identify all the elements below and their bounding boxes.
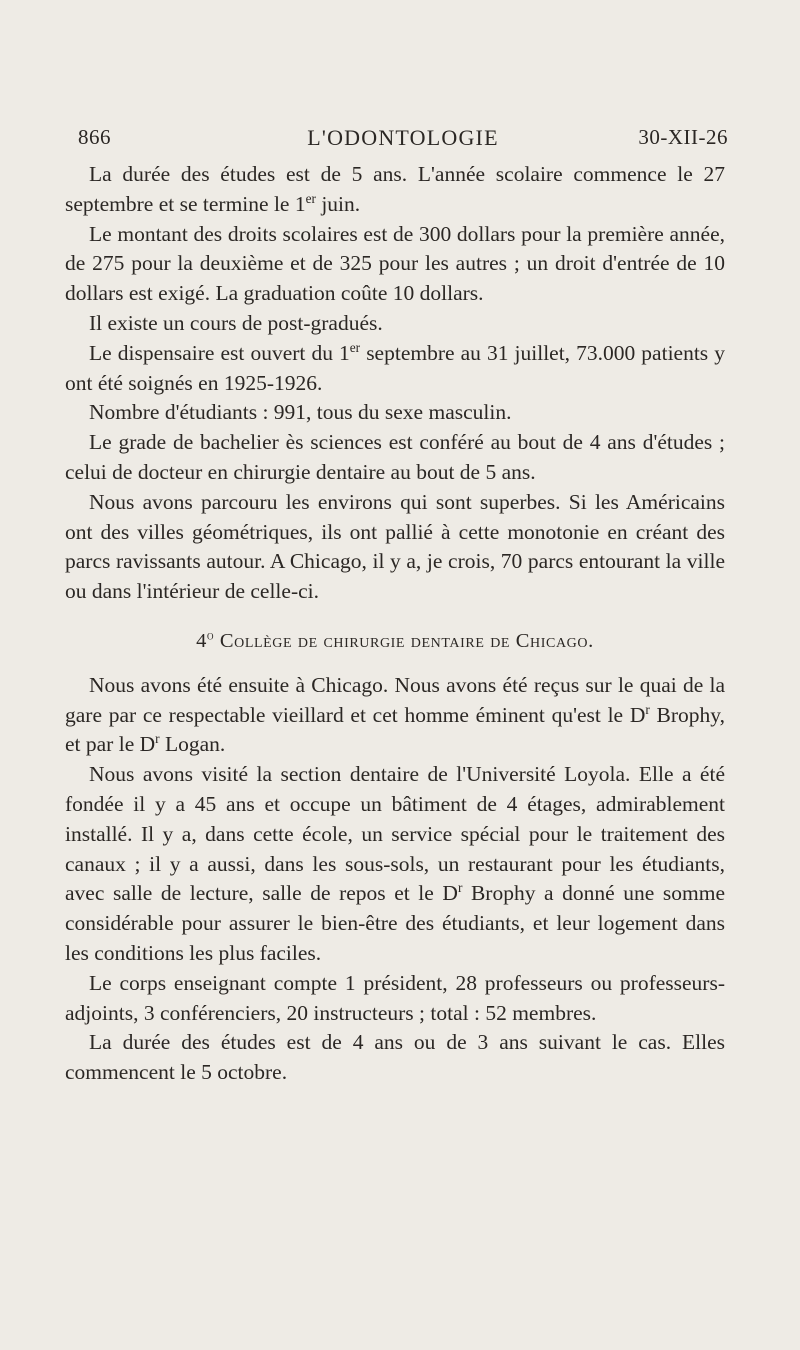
superscript: r (645, 701, 650, 717)
superscript: o (207, 628, 215, 643)
paragraph (65, 969, 725, 1029)
page-number: 866 (78, 125, 111, 149)
superscript: er (305, 190, 316, 206)
text-run: La durée des études est de 4 ans ou de 3 ans suivant le cas. Elles commencent le 5 octobre. (65, 1030, 725, 1085)
paragraph (65, 488, 725, 607)
superscript: er (349, 339, 361, 355)
text-run: La durée des études est de 5 ans. L'année scolaire commence le 27 septembre et se termine le 1 (65, 162, 725, 216)
running-header (78, 125, 728, 157)
text-run: Nous avons parcouru les environs qui sont superbes. Si les Américains ont des villes géométriques, ils ont pallié à cette monotonie en créant des parcs ravissants autour. A Chicago, il y a, je crois, 70 parcs entourant la ville ou dans l'intérieur de celle-ci. (65, 489, 725, 604)
superscript: r (457, 880, 463, 896)
text-run: 4 (196, 629, 208, 652)
journal-title: L'ODONTOLOGIE (307, 125, 499, 150)
text-run: Le corps enseignant compte 1 président, 28 professeurs ou professeurs-adjoints, 3 conférenciers, 20 instructeurs ; total : 52 membres. (65, 970, 725, 1025)
text-run: Nous avons été ensuite à Chicago. Nous avons été reçus sur le quai de la gare par ce respectable vieillard et cet homme éminent qu'est le D (65, 672, 725, 727)
paragraph (65, 428, 725, 488)
paragraph (65, 220, 725, 309)
superscript: r (155, 731, 160, 747)
text-run: juin. (315, 191, 361, 216)
text-run: septembre au 31 juillet, 73.000 patients y ont été soignés en 1925-1926. (65, 340, 725, 395)
text-run: Collège de chirurgie dentaire de Chicago. (214, 629, 594, 652)
text-run: Le montant des droits scolaires est de 300 dollars pour la première année, de 275 pour la deuxième et de 325 pour les autres ; un droit d'entrée de 10 dollars est exigé. La graduation coûte 10 dollars. (65, 221, 725, 306)
text-run: Logan. (159, 732, 226, 757)
paragraph (65, 1028, 725, 1088)
body-text (65, 160, 725, 1088)
text-run: Brophy a donné une somme considérable pour assurer le bien-être des étudiants, et leur logement dans les conditions les plus faciles. (65, 881, 725, 965)
text-run: Le dispensaire est ouvert du 1 (89, 340, 350, 365)
paragraph (65, 160, 725, 220)
paragraph (65, 309, 725, 339)
text-run: Brophy, et par le D (65, 702, 725, 757)
section-heading (65, 627, 725, 657)
text-run: Le grade de bachelier ès sciences est conféré au bout de 4 ans d'études ; celui de docteur en chirurgie dentaire au bout de 5 ans. (65, 430, 725, 484)
text-run: Il existe un cours de post-gradués. (89, 310, 383, 335)
paragraph (65, 339, 725, 399)
text-run: Nous avons visité la section dentaire de l'Université Loyola. Elle a été fondée il y a 45 ans et occupe un bâtiment de 4 étages, admirablement installé. Il y a, dans cette école, un service spécial pour le traitement des canaux ; il y a aussi, dans les sous-sols, un restaurant pour les étudiants, avec salle de lecture, salle de repos et le D (65, 762, 725, 906)
paragraph (65, 760, 725, 969)
issue-date: 30-XII-26 (638, 125, 728, 149)
paragraph (65, 671, 725, 760)
paragraph (65, 398, 725, 428)
text-run: Nombre d'étudiants : 991, tous du sexe masculin. (89, 400, 512, 425)
